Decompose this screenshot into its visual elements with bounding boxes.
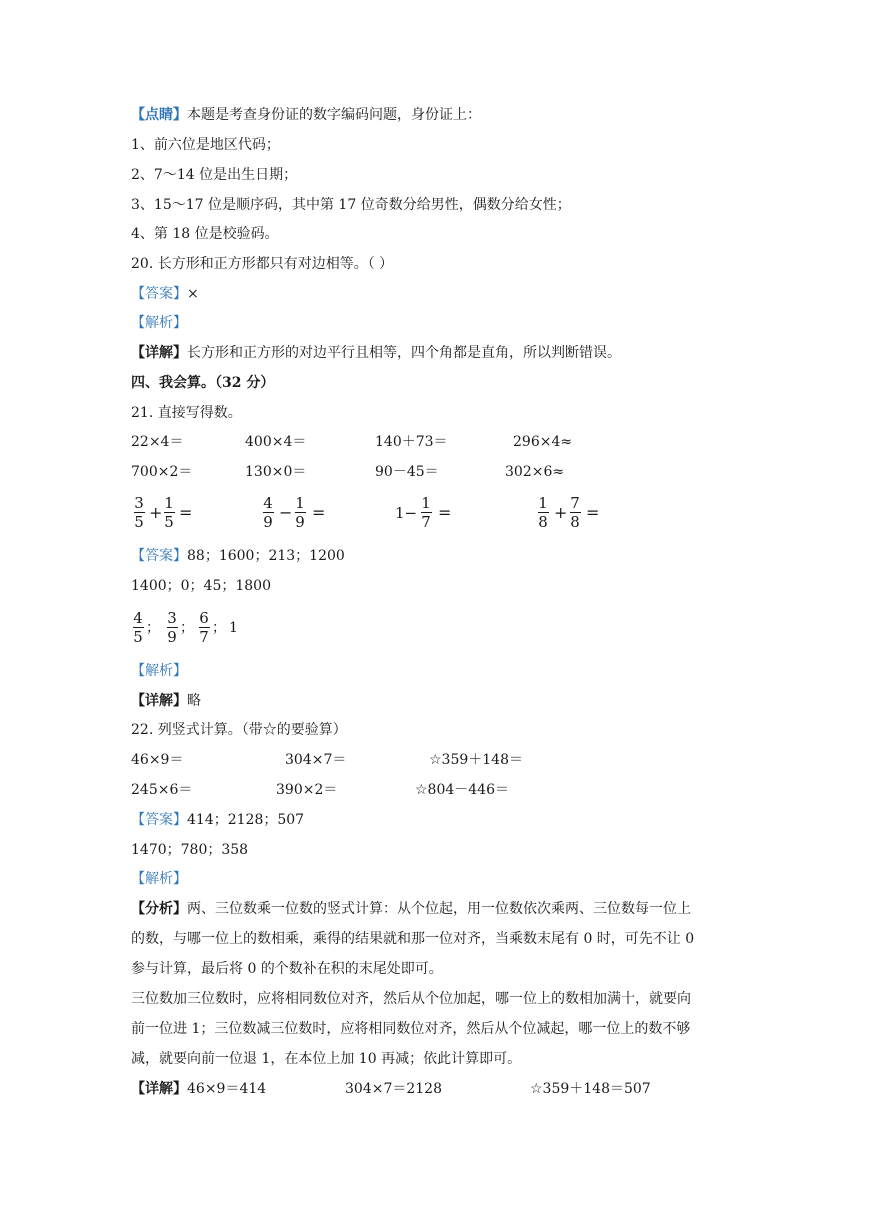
detail-20-text: 长方形和正方形的对边平行且相等，四个角都是直角，所以判断错误。 [187,345,621,361]
analysis-20: 【解析】 [131,315,187,331]
q22-row2-item: 245×6＝ [131,782,193,798]
fraction: 3 5 [134,494,144,531]
analysis-21: 【解析】 [131,663,187,679]
question-21: 21. 直接写得数。 [131,405,242,421]
q22-row1-item: ☆359＋148＝ [429,752,523,768]
fenxi-line-5: 前一位进 1；三位数减三位数时，应将相同数位对齐，然后从个位减起，哪一位上的数不够 [131,1021,691,1037]
detail-20 [131,343,621,363]
tag-detail: 【详解】 [131,693,187,709]
equals-sign: = [586,503,600,522]
q22-row1-item: 46×9＝ [131,752,184,768]
answer-20-text: × [187,286,199,302]
tag-answer: 【答案】 [131,548,187,564]
fraction: 1 5 [164,494,174,531]
fenxi-line-2: 的数，与哪一位上的数相乘，乘得的结果就和那一位对齐，当乘数末尾有 0 时，可先不让 0 [131,931,695,947]
equals-sign: = [312,503,326,522]
fenxi-line-3: 参与计算，最后将 0 的个数补在积的末尾处即可。 [131,961,443,977]
tag-answer: 【答案】 [131,812,187,828]
text-dianjing: 本题是考查身份证的数字编码问题，身份证上： [187,107,481,123]
separator: ； [212,620,226,636]
answer-22-row1 [131,810,304,830]
line-dianjing [131,105,481,125]
q22-row2-item: 390×2＝ [276,782,338,798]
q21-row1-item: 296×4≈ [513,434,573,450]
detail-22-item: ☆359＋148＝507 [530,1081,651,1097]
fraction: 7 8 [570,494,580,531]
answer-21-row2: 1400；0；45；1800 [131,578,271,594]
answer-21-text: 88；1600；213；1200 [187,548,345,564]
answer-value: 1 [229,620,238,636]
plus-sign: + [149,503,163,522]
answer-21-row1 [131,546,345,566]
q21-row1-item: 22×4＝ [131,434,184,450]
tag-dianjing: 【点睛】 [131,107,187,123]
tag-detail: 【详解】 [131,1081,187,1097]
q21-row2-item: 130×0＝ [245,464,307,480]
fraction: 1 9 [295,494,305,531]
q21-row2-item: 90－45＝ [375,464,439,480]
q22-row1-item: 304×7＝ [285,752,347,768]
fenxi-text-1: 两、三位数乘一位数的竖式计算：从个位起，用一位数依次乘两、三位数每一位上 [187,901,691,917]
answer-22-row2: 1470；780；358 [131,842,249,858]
fraction: 3 9 [167,609,177,646]
separator: ； [180,620,194,636]
detail-22-item: 304×7＝2128 [345,1081,442,1097]
fraction: 4 9 [263,494,273,531]
q21-row1-item: 400×4＝ [245,434,307,450]
one-minus: 1− [395,504,418,522]
q21-row2-item: 700×2＝ [131,464,193,480]
fraction: 4 5 [133,609,143,646]
fenxi-line-4: 三位数加三位数时，应将相同数位对齐，然后从个位加起，哪一位上的数相加满十，就要向 [131,991,691,1007]
answer-22-text: 414；2128；507 [187,812,305,828]
tag-fenxi: 【分析】 [131,901,187,917]
answer-20 [131,284,199,304]
fenxi-line-1 [131,899,691,919]
detail-21-text: 略 [187,693,201,709]
fraction: 6 7 [199,609,209,646]
detail-22-item: 46×9＝414 [187,1081,267,1097]
detail-21 [131,691,201,711]
tag-detail: 【详解】 [131,345,187,361]
equals-sign: = [179,503,193,522]
tag-answer: 【答案】 [131,286,187,302]
question-22: 22. 列竖式计算。（带☆的要验算） [131,722,347,738]
separator: ； [146,620,160,636]
q21-row1-item: 140＋73＝ [375,434,448,450]
plus-sign: + [554,503,568,522]
fraction: 1 7 [421,494,431,531]
line-point-4: 4、第 18 位是校验码。 [131,226,279,242]
analysis-22: 【解析】 [131,871,187,887]
line-point-2: 2、7～14 位是出生日期； [131,167,298,183]
line-point-3: 3、15～17 位是顺序码，其中第 17 位奇数分给男性，偶数分给女性； [131,197,571,213]
q21-row2-item: 302×6≈ [505,464,565,480]
fraction: 1 8 [538,494,548,531]
fenxi-line-6: 减，就要向前一位退 1，在本位上加 10 再减；依此计算即可。 [131,1051,522,1067]
equals-sign: = [438,503,452,522]
q22-row2-item: ☆804－446＝ [415,782,509,798]
question-20: 20. 长方形和正方形都只有对边相等。（ ） [131,256,394,272]
section-4-heading: 四、我会算。（32 分） [131,375,275,391]
minus-sign: − [279,503,293,522]
detail-22-row [131,1079,266,1099]
line-point-1: 1、前六位是地区代码； [131,137,280,153]
